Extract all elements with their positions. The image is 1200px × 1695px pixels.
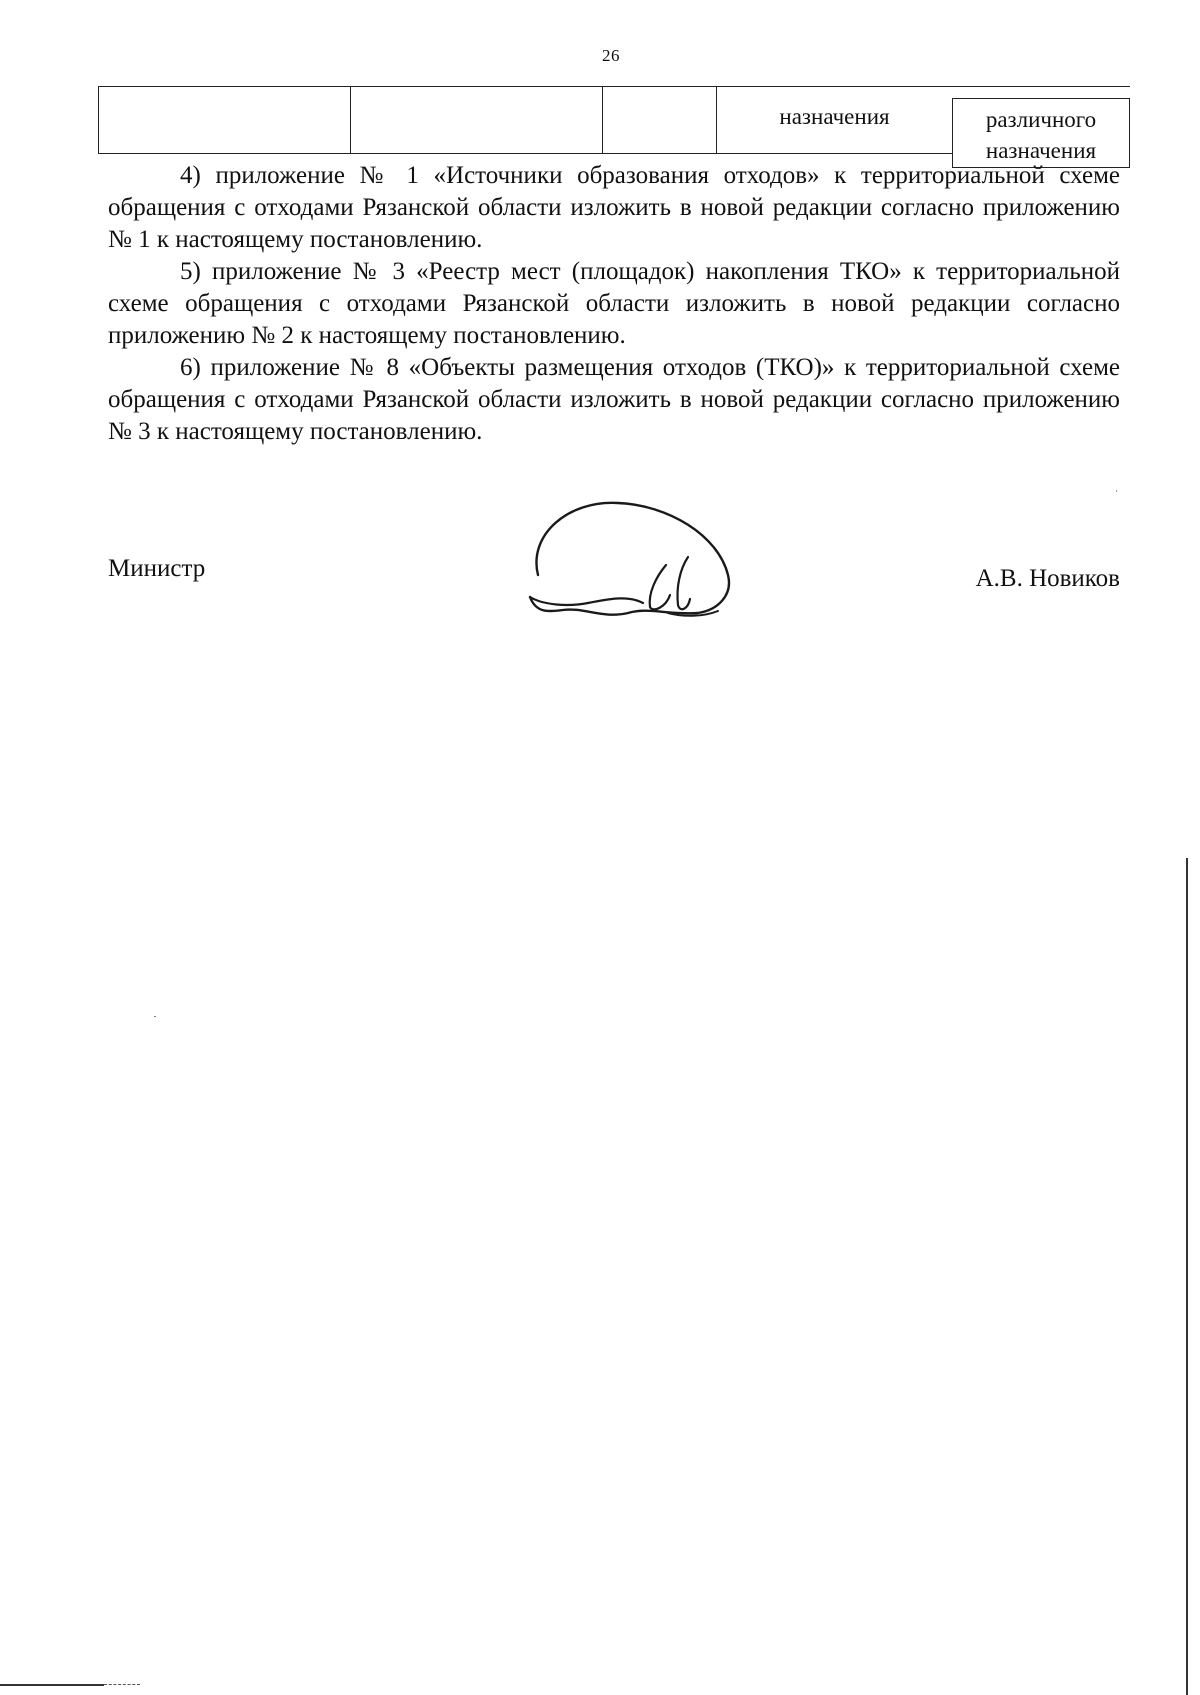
scan-speck [1116, 490, 1117, 492]
signer-name: А.В. Новиков [975, 565, 1120, 592]
table-cell: назначения [716, 87, 952, 154]
table-cell: различного назначения [952, 98, 1130, 168]
scan-edge-line [0, 1684, 104, 1686]
scan-edge-line [104, 1684, 140, 1685]
paragraph-item-5: 5) приложение № 3 «Реестр мест (площадок) накопления ТКО» к территориальной схеме обращения с отходами Рязанской области изложить в новой редакции согласно приложению № 2 к настоящему постановлению. [108, 258, 1120, 349]
handwritten-signature [518, 495, 758, 635]
scan-edge-line [1186, 858, 1188, 1695]
signer-title: Министр [108, 555, 206, 582]
signature-block [108, 495, 1120, 645]
table-fragment [98, 86, 1130, 163]
paragraph-item-6: 6) приложение № 8 «Объекты размещения отходов (ТКО)» к территориальной схеме обращения с отходами Рязанской области изложить в новой редакции согласно приложению № 3 к настоящему постановлению. [108, 354, 1120, 445]
paragraph-item-4: 4) приложение № 1 «Источники образования отходов» к территориальной схеме обращения с отходами Рязанской области изложить в новой редакции согласно приложению № 1 к настоящему постановлению. [108, 162, 1120, 253]
table-cell [350, 87, 602, 154]
document-body [108, 160, 1120, 448]
table-cell [98, 87, 350, 154]
scan-speck [154, 1016, 156, 1017]
table-cell [602, 87, 716, 154]
page-number: 26 [602, 46, 620, 65]
